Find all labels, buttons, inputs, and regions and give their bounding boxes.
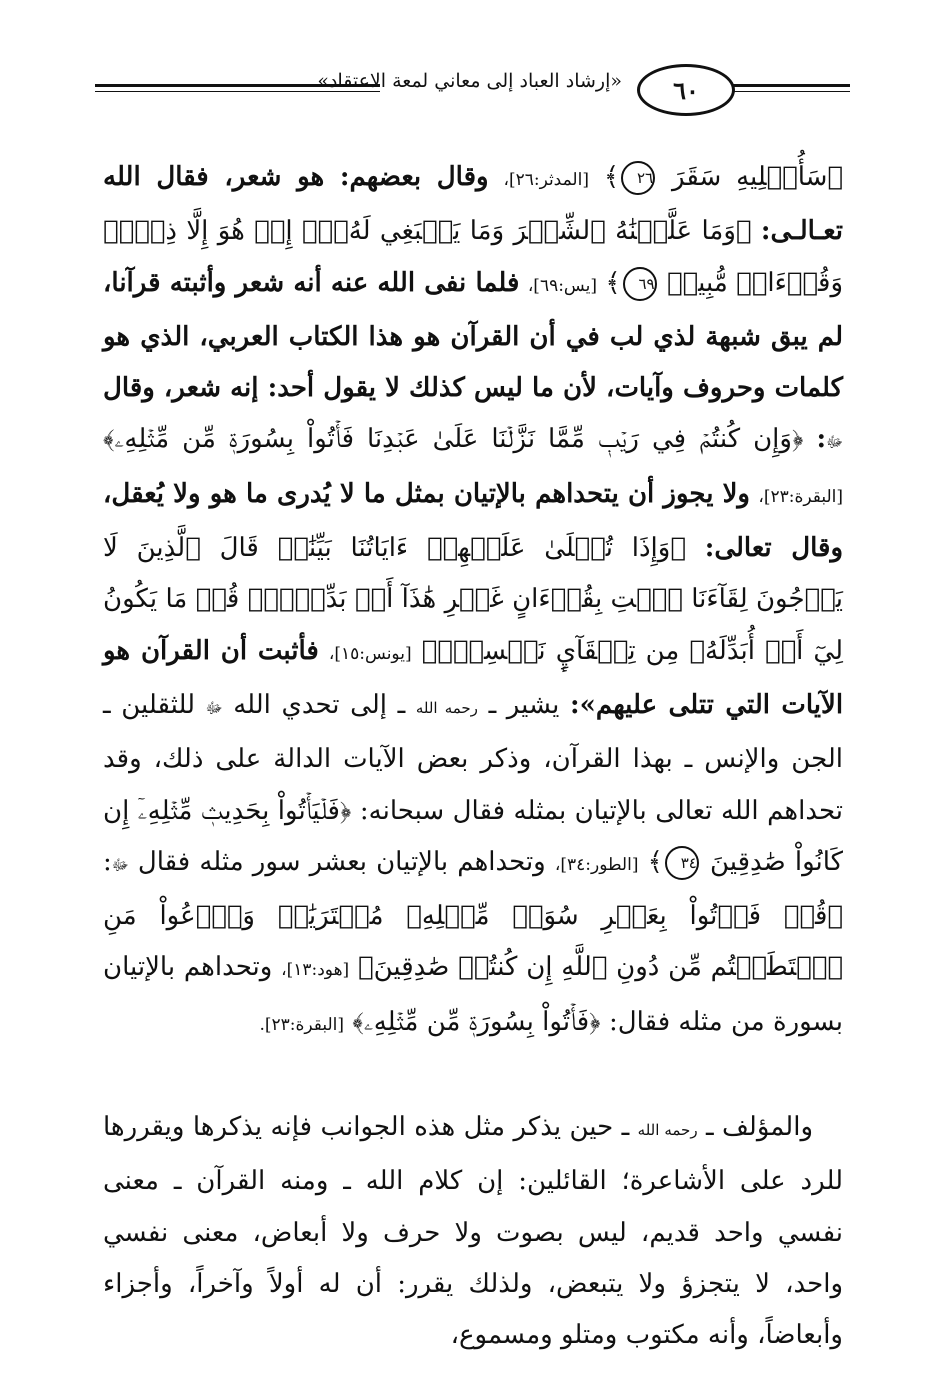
commentary-text: يشير ـ	[488, 689, 560, 720]
quran-verse: ﴿وَمَا عَلَّمۡنَٰهُ ٱلشِّعۡرَ وَمَا يَنۢبَغِي لَهُۥٓۚ إِنۡ هُوَ إِلَّا ذِكۡرٞ وَقُرۡءَانٞ مُّبِينٞ	[103, 216, 843, 298]
quran-verse: ﴿وَإِذَا تُتۡلَىٰ عَلَيۡهِمۡ ءَايَاتُنَا بَيِّنَٰتٖ قَالَ ٱلَّذِينَ لَا يَرۡجُونَ لِقَآءَنَا ٱئۡتِ بِقُرۡءَانٍ غَيۡرِ هَٰذَآ أَوۡ بَدِّلۡهُۚ قُلۡ مَا يَكُونُ لِيٓ أَنۡ أُبَدِّلَهُۥ مِن تِلۡقَآيِٕ نَفۡسِيٓۖ﴾	[103, 533, 844, 666]
quran-verse: ﴿سَأُصۡلِيهِ سَقَرَ	[671, 162, 844, 192]
verse-reference: [الطور:٣٤]،	[554, 854, 639, 875]
quran-verse-close: ﴾	[605, 267, 621, 298]
honorific-glyph: رحمه الله	[415, 698, 478, 717]
page-number-text: ٦٠	[673, 75, 699, 105]
verse-reference: [البقرة:٢٣].	[259, 1014, 345, 1035]
verse-reference: [هود:١٣]،	[281, 960, 350, 981]
honorific-glyph: ﷻ	[826, 433, 843, 452]
honorific-glyph: ﷻ	[111, 855, 129, 874]
running-title: «إرشاد العباد إلى معاني لمعة الاعتقاد»	[317, 70, 622, 92]
quran-verse: ﴿قُلۡ فَأۡتُواْ بِعَشۡرِ سُوَرٖ مِّثۡلِهِۦ مُفۡتَرَيَٰتٖ وَٱدۡعُواْ مَنِ ٱسۡتَطَعۡتُم مِّن دُونِ ٱللَّهِ إِن كُنتُمۡ صَٰدِقِينَ﴾	[103, 901, 843, 983]
quran-verse: ﴿وَإِن كُنتُمۡ فِي رَيۡبٖ مِّمَّا نَزَّلۡنَا عَلَىٰ عَبۡدِنَا فَأۡتُواْ بِسُورَةٖ مِّن مِّثۡلِهِۦ﴾	[103, 424, 804, 455]
ayah-number-marker: ٣٤	[665, 846, 699, 880]
commentary-text: :	[103, 846, 112, 877]
commentary-text: والمؤلف ـ	[705, 1112, 814, 1142]
ayah-number-marker: ٢٦	[621, 161, 655, 195]
ayah-number-marker: ٦٩	[623, 267, 657, 301]
page-number	[637, 64, 735, 116]
verse-reference: [يونس:١٥]،	[328, 643, 412, 664]
quran-verse: ﴿فَأۡتُواْ بِسُورَةٖ مِّن مِّثۡلِهِۦ﴾	[352, 1006, 601, 1037]
commentary-text: للثقلين ـ الجن والإنس ـ بهذا القرآن، وذكر بعض الآيات الدالة على ذلك، وقد تحداهم الله تعالى بالإتيان بمثله فقال سبحانه:	[103, 689, 844, 826]
verse-reference: [المدثر:٢٦]،	[503, 170, 589, 190]
verse-reference: [البقرة:٢٣]،	[758, 486, 844, 507]
page-header	[95, 60, 850, 122]
quran-verse-close: ﴾	[603, 162, 620, 192]
commentary-text: ـ إلى تحدي الله	[233, 689, 406, 720]
body-text: فلما نفى الله عنه أنه شعر وأثبته قرآنا، لم يبق شبهة لذي لب في أن القرآن هو هذا الكتاب العربي، الذي هو كلمات وحروف وآيات، لأن ما ليس كذلك لا يقول أحد: إنه شعر، وقال	[103, 267, 843, 404]
verse-reference: [يس:٦٩]،	[527, 275, 597, 296]
honorific-glyph: ﷻ	[205, 698, 223, 717]
paragraph-2	[103, 1102, 843, 1361]
header-rule-right	[730, 84, 850, 87]
body-text: :	[816, 424, 827, 455]
quran-verse: ﴿فَلۡيَأۡتُواْ بِحَدِيثٖ مِّثۡلِهِۦٓ إِن كَانُواْ صَٰدِقِينَ	[103, 795, 844, 877]
body-text: وقال بعضهم: هو شعر، فقال الله تعـالـى:	[103, 162, 843, 247]
commentary-text: وتحداهم بالإتيان بعشر سور مثله فقال	[137, 846, 546, 877]
commentary-text: وتحداهم بالإتيان بسورة من مثله فقال:	[103, 952, 843, 1037]
quran-verse-close: ﴾	[647, 846, 663, 877]
commentary-text: ـ حين يذكر مثل هذه الجوانب فإنه يذكرها ويقررها للرد على الأشاعرة؛ القائلين: إن كلام الله ـ ومنه القرآن ـ معنى نفسي واحد قديم، ليس بصوت ولا حرف ولا أبعاض، معنى نفسي واحد، لا يتجزؤ ولا يتبعض، ولذلك يقرر: أن له أولاً وآخراً، وأجزاء وأبعاضاً، وأنه مكتوب ومتلو ومسموع،	[103, 1112, 843, 1351]
body-text: فأثبت أن القرآن هو الآيات التي تتلى عليهم»:	[103, 635, 844, 720]
body-text: ولا يجوز أن يتحداهم بالإتيان بمثل ما لا يُدرى ما هو ولا يُعقل، وقال تعالى:	[103, 478, 843, 564]
paragraph-1	[103, 152, 843, 1051]
honorific-glyph: رحمه الله	[637, 1121, 698, 1139]
